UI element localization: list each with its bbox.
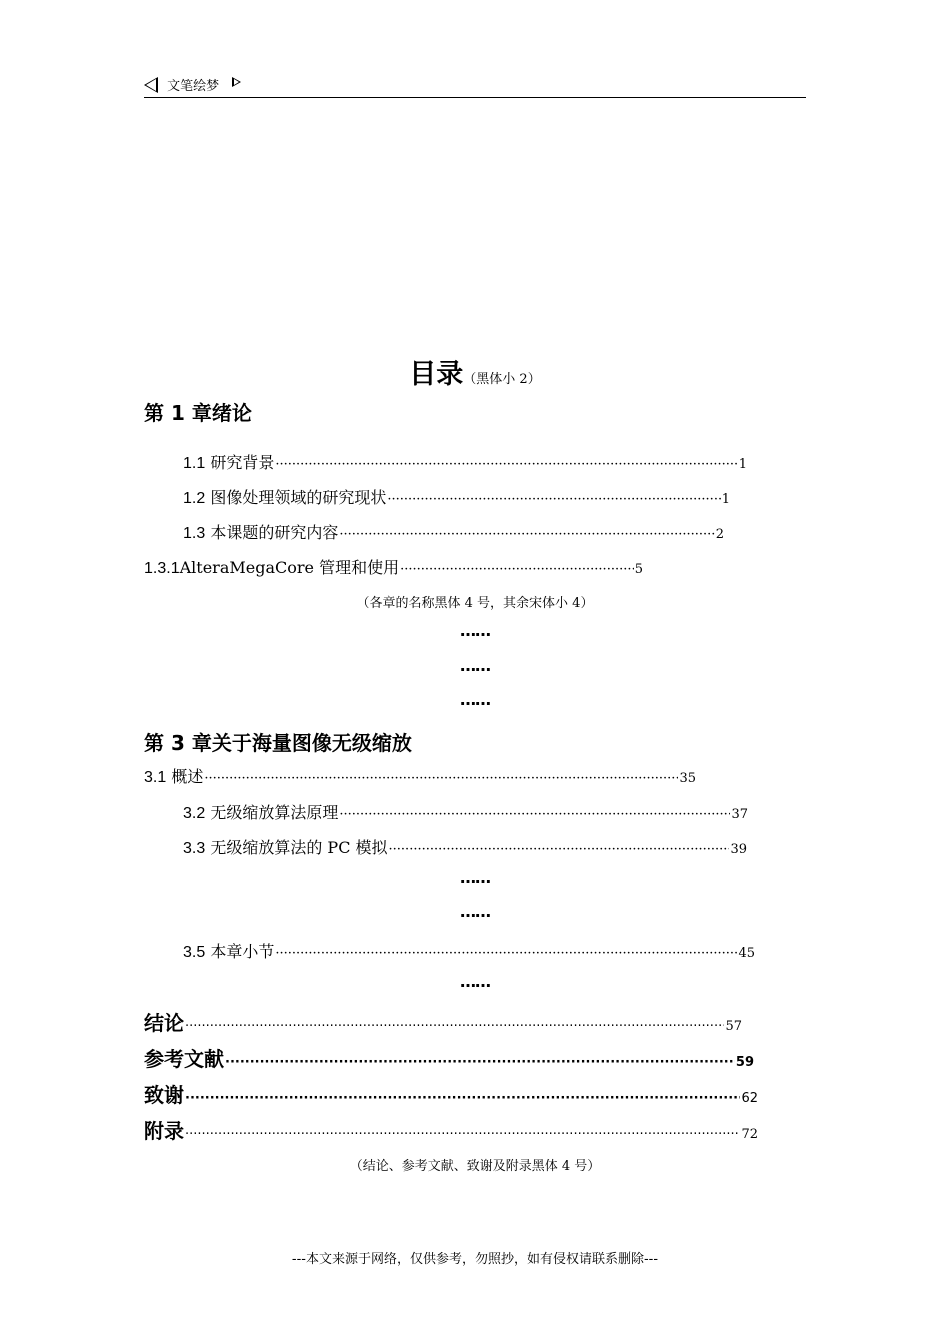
toc-entry-text: 附录 bbox=[144, 1119, 184, 1143]
toc-entry-text: 研究背景 bbox=[210, 453, 275, 472]
toc-entry-text: 本章小节 bbox=[210, 942, 275, 961]
toc-entry-1-3[interactable] bbox=[183, 520, 724, 543]
toc-entry-text: AlteraMegaCore 管理和使用 bbox=[179, 558, 400, 577]
dot-leader bbox=[400, 562, 634, 577]
toc-entry-text: 无级缩放算法原理 bbox=[210, 803, 339, 822]
header-text: 文笔绘梦 bbox=[167, 79, 220, 94]
toc-entry-3-1[interactable] bbox=[144, 764, 696, 787]
dot-leader bbox=[389, 842, 730, 857]
toc-entry-number: 1.1 bbox=[183, 455, 206, 472]
toc-entry-page: 59 bbox=[735, 1055, 754, 1070]
ellipsis-1: …… bbox=[460, 621, 490, 640]
dot-leader bbox=[275, 457, 737, 472]
toc-entry-page: 62 bbox=[741, 1091, 758, 1106]
toc-entry-number: 1.3.1 bbox=[144, 560, 180, 577]
dot-leader bbox=[185, 1091, 740, 1106]
dot-leader bbox=[204, 771, 678, 786]
toc-entry-number: 3.3 bbox=[183, 840, 206, 857]
toc-entry-acknowledgements[interactable] bbox=[144, 1079, 758, 1108]
toc-entry-appendix[interactable] bbox=[144, 1115, 758, 1144]
ellipsis-5: …… bbox=[460, 902, 490, 921]
page-header bbox=[144, 74, 806, 98]
chapter-1-heading: 第 1 章绪论 bbox=[144, 401, 252, 425]
toc-title bbox=[0, 352, 950, 391]
toc-entry-page: 35 bbox=[679, 771, 696, 786]
toc-entry-page: 1 bbox=[721, 492, 730, 507]
toc-entry-references[interactable] bbox=[144, 1043, 754, 1072]
dot-leader bbox=[185, 1019, 724, 1034]
toc-entry-text: 无级缩放算法的 PC 模拟 bbox=[210, 838, 388, 857]
toc-entry-3-2[interactable] bbox=[183, 800, 748, 823]
toc-entry-conclusion[interactable] bbox=[144, 1007, 742, 1036]
toc-entry-3-5[interactable] bbox=[183, 939, 755, 962]
dot-leader bbox=[185, 1127, 740, 1142]
dot-leader bbox=[275, 946, 737, 961]
ellipsis-4: …… bbox=[460, 868, 490, 887]
toc-entry-page: 1 bbox=[738, 457, 747, 472]
toc-title-note: （黑体小 2） bbox=[463, 372, 541, 387]
triangle-right-icon bbox=[232, 77, 241, 87]
dot-leader bbox=[339, 527, 714, 542]
toc-entry-number: 3.1 bbox=[144, 769, 167, 786]
toc-entry-page: 39 bbox=[730, 842, 747, 857]
toc-entry-1-2[interactable] bbox=[183, 485, 730, 508]
format-note-2: （结论、参考文献、致谢及附录黑体 4 号） bbox=[349, 1159, 601, 1174]
ellipsis-2: …… bbox=[460, 656, 490, 675]
toc-entry-text: 结论 bbox=[144, 1011, 184, 1035]
page-footer: ---本文来源于网络，仅供参考，勿照抄，如有侵权请联系删除--- bbox=[291, 1252, 659, 1267]
toc-entry-text: 概述 bbox=[171, 767, 204, 786]
toc-entry-number: 1.3 bbox=[183, 525, 206, 542]
toc-entry-1-3-1[interactable] bbox=[144, 555, 643, 578]
toc-entry-text: 致谢 bbox=[144, 1083, 184, 1107]
ellipsis-6: …… bbox=[460, 972, 490, 991]
toc-entry-text: 图像处理领域的研究现状 bbox=[210, 488, 387, 507]
toc-entry-3-3[interactable] bbox=[183, 835, 747, 858]
toc-entry-page: 5 bbox=[634, 562, 643, 577]
toc-entry-text: 本课题的研究内容 bbox=[210, 523, 339, 542]
chapter-3-heading: 第 3 章关于海量图像无级缩放 bbox=[144, 731, 412, 755]
toc-entry-number: 3.2 bbox=[183, 805, 206, 822]
toc-entry-page: 45 bbox=[738, 946, 755, 961]
toc-entry-page: 57 bbox=[725, 1019, 742, 1034]
toc-entry-text: 参考文献 bbox=[144, 1047, 224, 1071]
ellipsis-3: …… bbox=[460, 690, 490, 709]
toc-entry-1-1[interactable] bbox=[183, 450, 747, 473]
header-rule bbox=[144, 97, 806, 98]
toc-entry-page: 37 bbox=[731, 807, 748, 822]
dot-leader bbox=[387, 492, 720, 507]
toc-title-main: 目录 bbox=[409, 359, 464, 390]
triangle-left-icon bbox=[144, 77, 158, 93]
format-note-1: （各章的名称黑体 4 号，其余宋体小 4） bbox=[356, 596, 594, 611]
toc-entry-number: 3.5 bbox=[183, 944, 206, 961]
toc-entry-page: 72 bbox=[741, 1127, 758, 1142]
toc-entry-number: 1.2 bbox=[183, 490, 206, 507]
dot-leader bbox=[339, 807, 730, 822]
dot-leader bbox=[225, 1055, 735, 1070]
toc-entry-page: 2 bbox=[715, 527, 724, 542]
